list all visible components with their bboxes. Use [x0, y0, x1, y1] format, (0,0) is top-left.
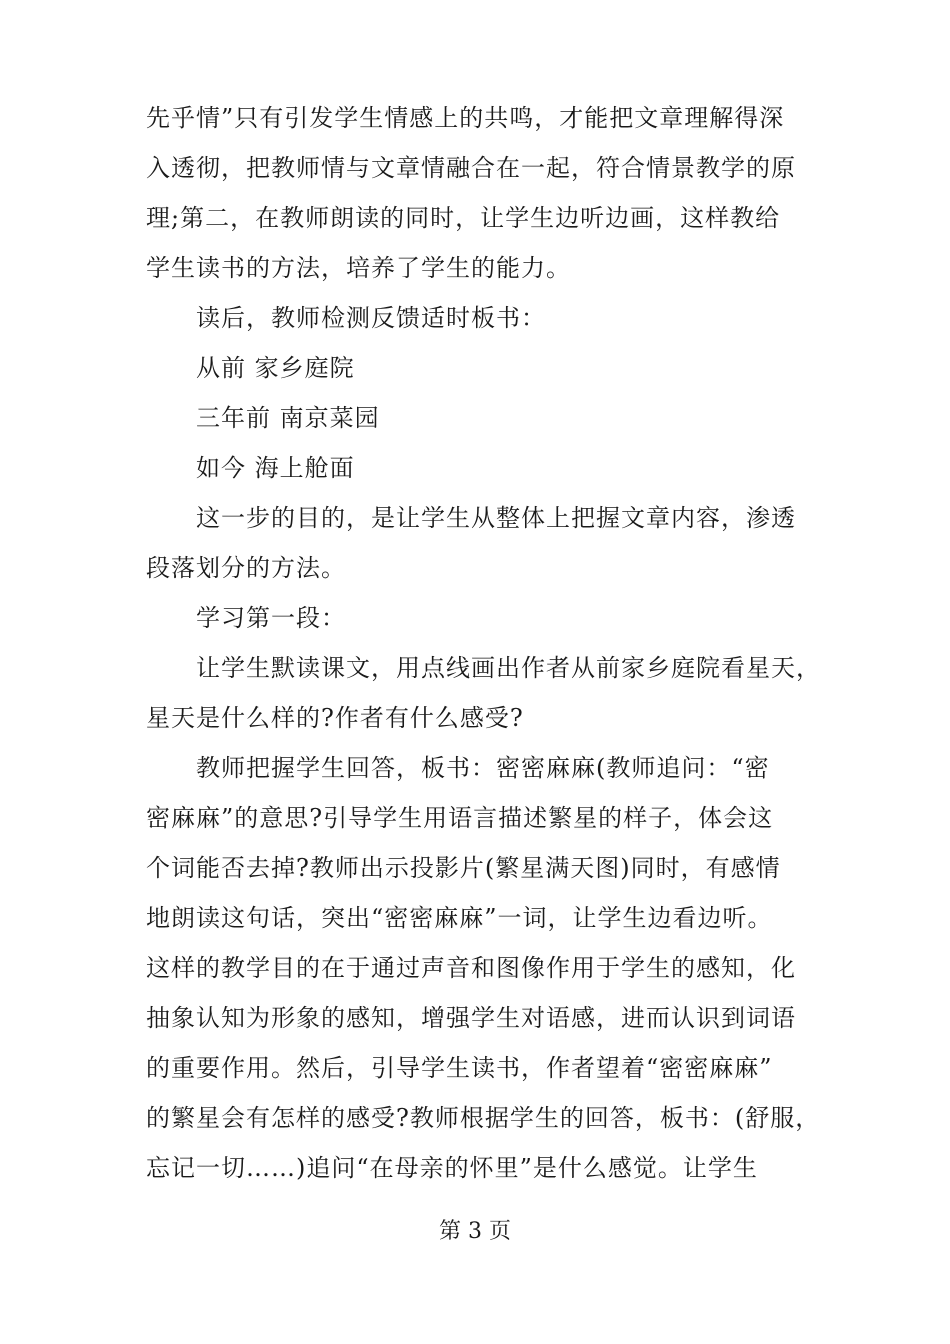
text-line: 这一步的目的，是让学生从整体上把握文章内容，渗透	[196, 504, 796, 532]
text-line: 的重要作用。然后，引导学生读书，作者望着“密密麻麻”	[146, 1054, 773, 1082]
text-line: 如今 海上舱面	[196, 454, 355, 482]
text-line: 理;第二，在教师朗读的同时，让学生边听边画，这样教给	[146, 204, 781, 232]
text-line: 读后，教师检测反馈适时板书：	[196, 304, 546, 332]
text-line: 入透彻，把教师情与文章情融合在一起，符合情景教学的原	[146, 154, 796, 182]
text-line: 学习第一段：	[196, 604, 346, 632]
text-line: 先乎情”只有引发学生情感上的共鸣，才能把文章理解得深	[146, 104, 785, 132]
text-line: 星天是什么样的?作者有什么感受?	[146, 704, 524, 732]
text-line: 教师把握学生回答，板书：密密麻麻(教师追问：“密	[196, 754, 770, 782]
text-line: 抽象认知为形象的感知，增强学生对语感，进而认识到词语	[146, 1004, 796, 1032]
text-line: 个词能否去掉?教师出示投影片(繁星满天图)同时，有感情	[146, 854, 781, 882]
text-line: 学生读书的方法，培养了学生的能力。	[146, 254, 571, 282]
text-line: 的繁星会有怎样的感受?教师根据学生的回答，板书：(舒服，	[146, 1104, 821, 1132]
text-line: 地朗读这句话，突出“密密麻麻”一词，让学生边看边听。	[146, 904, 773, 932]
page-number: 第 3 页	[439, 1219, 511, 1244]
text-line: 段落划分的方法。	[146, 554, 346, 582]
text-line: 这样的教学目的在于通过声音和图像作用于学生的感知，化	[146, 954, 796, 982]
text-line: 忘记一切……)追问“在母亲的怀里”是什么感觉。让学生	[146, 1154, 758, 1182]
text-line: 让学生默读课文，用点线画出作者从前家乡庭院看星天，	[196, 654, 821, 682]
text-line: 密麻麻”的意思?引导学生用语言描述繁星的样子，体会这	[146, 804, 774, 832]
text-line: 三年前 南京菜园	[196, 404, 380, 432]
text-line: 从前 家乡庭院	[196, 354, 355, 382]
